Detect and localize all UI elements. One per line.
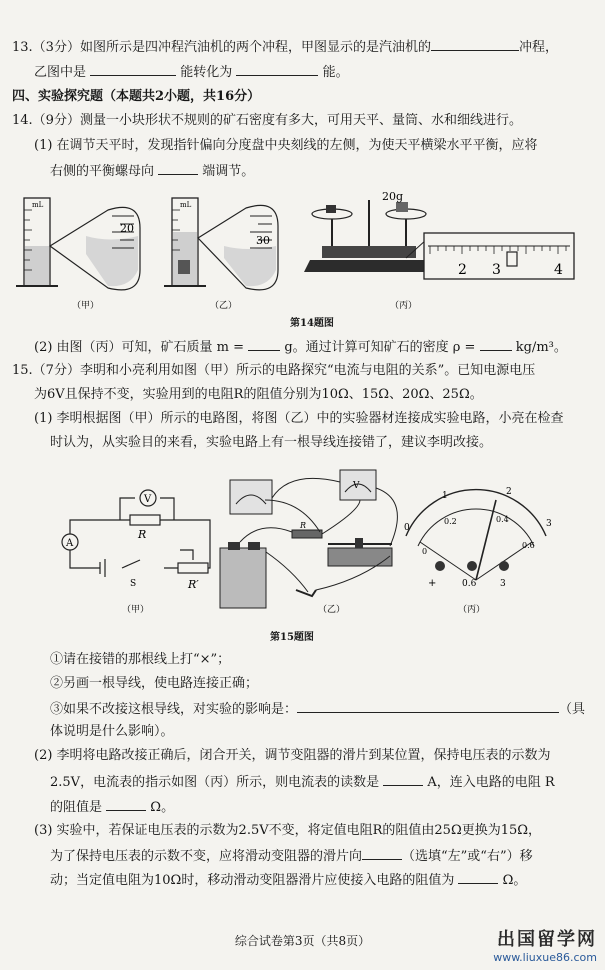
q15-part3-line1: (3) 实验中，若保证电压表的示数为2.5V不变，将定值电阻R的阻值由25Ω更换为15Ω， [34, 823, 542, 838]
q13-blank-stroke [431, 37, 519, 51]
scale-tick-2: 2 [458, 262, 467, 278]
q14-figure [10, 188, 590, 313]
graduated-cylinder-jia [16, 198, 58, 286]
rheostat-label: R′ [188, 578, 199, 591]
q15-sub3-line2: 体说明是什么影响）。 [50, 724, 174, 739]
ammeter-terminal-06: 0.6 [462, 579, 477, 589]
q15-blank-current [383, 772, 423, 786]
cylinder-jia-unit: mL [32, 201, 44, 209]
q14-part2: (2) 由图（丙）可知，矿石质量 m = g。通过计算可知矿石的密度 ρ = kg/m³。 [34, 337, 567, 357]
switch-label: S [130, 579, 137, 589]
q15-sub1: ①请在接错的那根线上打“×”； [50, 652, 231, 667]
weight-label: 20g [382, 190, 404, 203]
ammeter-terminal-3: 3 [500, 579, 506, 589]
circuit-apparatus-yi [220, 470, 397, 608]
ammeter-inner-tick-04: 0.4 [496, 515, 509, 524]
q14-fig-bing-label: （丙） [390, 301, 418, 311]
q15-figure [60, 460, 580, 620]
page-footer: 综合试卷第3页（共8页） [234, 934, 371, 948]
ammeter-outer-tick-3: 3 [546, 519, 552, 529]
scale-tick-3: 3 [492, 262, 501, 278]
resistor-label: R [138, 528, 147, 541]
q13-blank-energy1 [90, 62, 176, 76]
rider-scale [406, 233, 574, 279]
ammeter-dial-bing [404, 487, 552, 589]
q15-part2-line3: 的阻值是 Ω。 [50, 797, 174, 817]
q13-line1: 13.（3分）如图所示是四冲程汽油机的两个冲程，甲图显示的是汽油机的 冲程， [12, 37, 558, 57]
q15-sub3-line1: ③如果不改接这根导线，对实验的影响是： （具 [50, 699, 585, 719]
q15-part1-line1: (1) 李明根据图（甲）所示的电路图，将图（乙）中的实验器材连接成实验电路，小亮在检查 [34, 411, 564, 426]
q15-part1-line2: 时认为，从实验目的来看，实验电路上有一根导线连接错了，建议李明改接。 [50, 435, 493, 450]
ammeter-inner-tick-0: 0 [422, 547, 428, 556]
ammeter-symbol: A [66, 538, 74, 549]
magnified-view-yi [198, 205, 278, 290]
q15-caption: 第15题图 [270, 632, 314, 643]
q15-sub2: ②另画一根导线，使电路连接正确； [50, 676, 259, 691]
scale-tick-4: 4 [554, 262, 563, 278]
magnified-view-jia [50, 207, 140, 290]
q13-blank-energy2 [236, 62, 318, 76]
q15-fig-jia-label: （甲） [122, 605, 150, 615]
cylinder-yi-unit: mL [180, 201, 192, 209]
q15-line2: 为6V且保持不变，实验用到的电阻R的阻值分别为10Ω、15Ω、20Ω、25Ω。 [34, 387, 483, 402]
q14-blank-direction [158, 161, 198, 175]
q15-blank-direction [362, 846, 402, 860]
q14-part1-line1: (1) 在调节天平时，发现指针偏向分度盘中央刻线的左侧，为使天平横梁水平平衡，应将 [34, 138, 538, 153]
q15-blank-resistance [106, 797, 146, 811]
q15-fig-yi-label: （乙） [318, 605, 346, 615]
ammeter-outer-tick-1: 1 [442, 491, 448, 501]
ammeter-inner-tick-02: 0.2 [444, 517, 457, 526]
ammeter-inner-tick-06: 0.6 [522, 541, 535, 550]
q15-part2-line1: (2) 李明将电路改接正确后，闭合开关，调节变阻器的滑片到某位置，保持电压表的示数为 [34, 748, 551, 763]
apparatus-resistor-r: R [300, 521, 307, 530]
ammeter-terminal-minus: + [428, 578, 437, 589]
q14-blank-mass [248, 337, 280, 351]
q14-fig-jia-label: （甲） [72, 301, 100, 311]
q15-part3-line3: 动；当定值电阻为10Ω时，移动滑动变阻器滑片应使接入电路的阻值为 Ω。 [50, 870, 526, 890]
cylinder-yi-reading: 30 [256, 234, 270, 247]
q14-caption: 第14题图 [290, 318, 334, 329]
ammeter-outer-tick-0: 0 [404, 523, 410, 533]
apparatus-voltmeter-v: V [353, 481, 360, 491]
q15-line1: 15.（7分）李明和小亮利用如图（甲）所示的电路探究“电流与电阻的关系”。已知电源电压 [12, 363, 536, 378]
q15-blank-effect [297, 699, 559, 713]
q14-stem: 14.（9分）测量一小块形状不规则的矿石密度有多大，可用天平、量筒、水和细线进行。 [12, 113, 522, 128]
watermark-title: 出国留学网 [497, 929, 597, 950]
section-heading: 四、实验探究题（本题共2小题，共16分） [12, 89, 261, 104]
ammeter-outer-tick-2: 2 [506, 487, 512, 497]
q15-part3-line2: 为了保持电压表的示数不变，应将滑动变阻器的滑片向 （选填“左”或“右”）移 [50, 846, 533, 866]
cylinder-jia-reading: 20 [120, 222, 134, 235]
q13-line2: 乙图中是 能转化为 能。 [34, 62, 349, 82]
watermark [493, 925, 597, 964]
graduated-cylinder-yi [164, 198, 206, 286]
q15-blank-rheostat [458, 870, 498, 884]
circuit-diagram-jia [62, 490, 210, 577]
q15-fig-bing-label: （丙） [458, 605, 486, 615]
watermark-url: www.liuxue86.com [493, 951, 597, 964]
q15-part2-line2: 2.5V，电流表的指示如图（丙）所示，则电流表的读数是 A，连入电路的电阻 R [50, 772, 555, 792]
q14-part1-line2: 右侧的平衡螺母向 端调节。 [50, 161, 254, 181]
q14-blank-density [480, 337, 512, 351]
voltmeter-symbol: V [144, 494, 152, 505]
balance-scale [304, 190, 432, 272]
q14-fig-yi-label: （乙） [210, 301, 238, 311]
